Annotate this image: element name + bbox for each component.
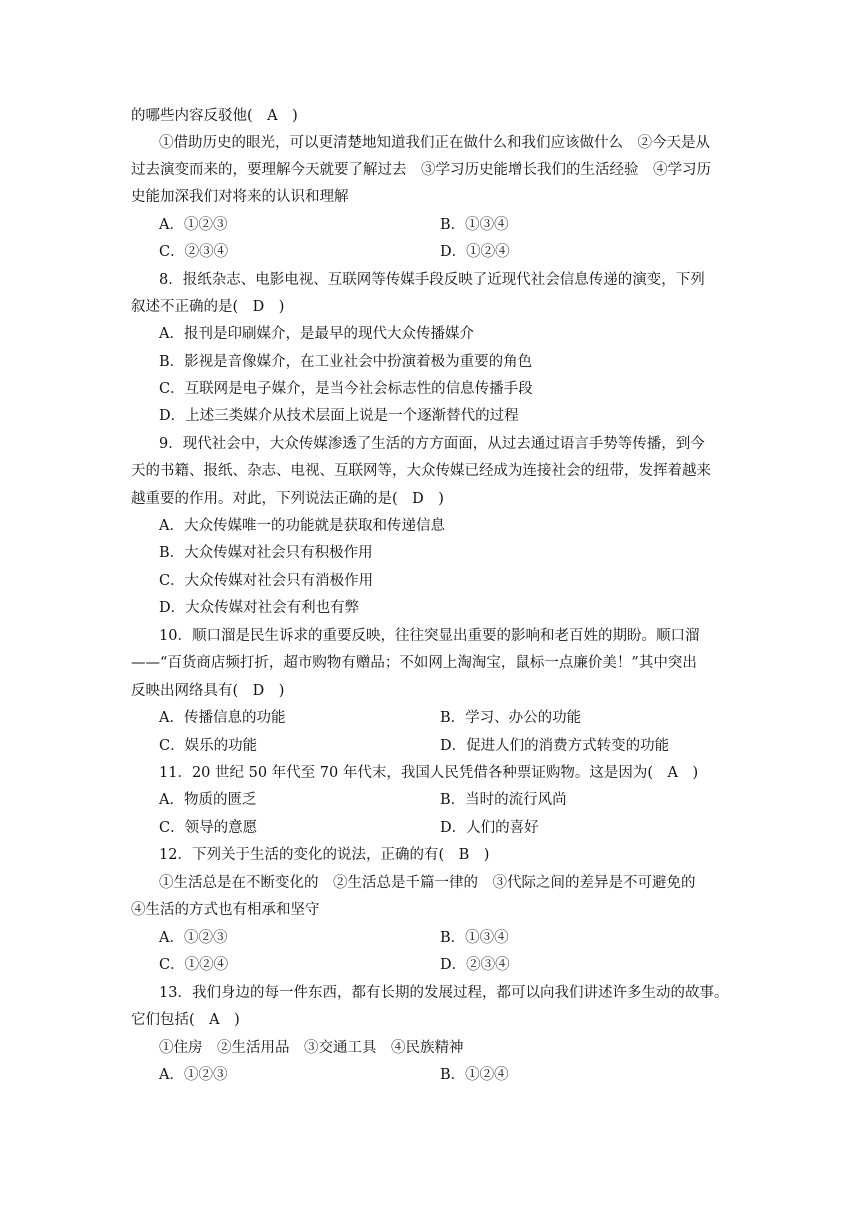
q11-option-a: A．物质的匮乏 <box>159 792 257 808</box>
q8-stem: 叙述不正确的是( D ) <box>131 299 285 315</box>
q13-stem: 它们包括( A ) <box>131 1012 240 1028</box>
q7-tail: 的哪些内容反驳他( A ) <box>131 108 298 124</box>
q12-option-a: A．①②③ <box>159 930 228 946</box>
q13-statement: ①住房 ②生活用品 ③交通工具 ④民族精神 <box>159 1040 464 1056</box>
q7-statement: 史能加深我们对将来的认识和理解 <box>131 189 349 205</box>
q13-option-a: A．①②③ <box>159 1067 228 1083</box>
q12-statement: ①生活总是在不断变化的 ②生活总是千篇一律的 ③代际之间的差异是不可避免的 <box>159 875 696 891</box>
q13-stem: 13．我们身边的每一件东西，都有长期的发展过程，都可以向我们讲述许多生动的故事。 <box>159 985 729 1001</box>
q9-option-a: A．大众传媒唯一的功能就是获取和传递信息 <box>159 518 445 534</box>
q7-option-a: A．①②③ <box>159 217 228 233</box>
q10-stem: ——“百货商店频打折，超市购物有赠品；不如网上淘淘宝，鼠标一点廉价美！”其中突出 <box>131 655 697 671</box>
q8-option-b: B．影视是音像媒介，在工业社会中扮演着极为重要的角色 <box>159 354 533 370</box>
q11-stem: 11．20 世纪 50 年代至 70 年代末，我国人民凭借各种票证购物。这是因为( A ) <box>159 765 699 781</box>
q12-option-c: C．①②④ <box>159 957 229 973</box>
q10-option-a: A．传播信息的功能 <box>159 710 286 726</box>
q13-option-b: B．①②④ <box>440 1067 509 1083</box>
q10-stem: 反映出网络具有( D ) <box>131 683 285 699</box>
q8-option-a: A．报刊是印刷媒介，是最早的现代大众传播媒介 <box>159 326 474 342</box>
q10-option-c: C．娱乐的功能 <box>159 738 258 754</box>
q11-option-c: C．领导的意愿 <box>159 820 258 836</box>
q9-stem: 天的书籍、报纸、杂志、电视、互联网等，大众传媒已经成为连接社会的纽带，发挥着越来 <box>131 463 711 479</box>
q11-option-d: D．人们的喜好 <box>440 820 539 836</box>
q12-option-d: D．②③④ <box>440 957 510 973</box>
q9-option-c: C．大众传媒对社会只有消极作用 <box>159 573 374 589</box>
q8-option-c: C．互联网是电子媒介，是当今社会标志性的信息传播手段 <box>159 381 533 397</box>
q7-option-c: C．②③④ <box>159 244 229 260</box>
q7-statement: 过去演变而来的，要理解今天就要了解过去 ③学习历史能增长我们的生活经验 ④学习历 <box>131 162 711 178</box>
q12-stem: 12．下列关于生活的变化的说法，正确的有( B ) <box>159 847 490 863</box>
q9-stem: 9．现代社会中，大众传媒渗透了生活的方方面面，从过去通过语言手势等传播，到今 <box>159 436 705 452</box>
q7-statement: ①借助历史的眼光，可以更清楚地知道我们正在做什么和我们应该做什么 ②今天是从 <box>159 135 710 151</box>
q9-stem: 越重要的作用。对此，下列说法正确的是( D ) <box>131 491 444 507</box>
q10-option-b: B．学习、办公的功能 <box>440 710 582 726</box>
q9-option-b: B．大众传媒对社会只有积极作用 <box>159 545 373 561</box>
q10-stem: 10．顺口溜是民生诉求的重要反映，往往突显出重要的影响和老百姓的期盼。顺口溜 <box>159 628 700 644</box>
q12-statement: ④生活的方式也有相承和坚守 <box>131 902 320 918</box>
q7-option-d: D．①②④ <box>440 244 510 260</box>
q9-option-d: D．大众传媒对社会有利也有弊 <box>159 600 360 616</box>
q11-option-b: B．当时的流行风尚 <box>440 792 567 808</box>
q8-option-d: D．上述三类媒介从技术层面上说是一个逐渐替代的过程 <box>159 408 519 424</box>
q8-stem: 8．报纸杂志、电影电视、互联网等传媒手段反映了近现代社会信息传递的演变，下列 <box>159 272 705 288</box>
q10-option-d: D．促进人们的消费方式转变的功能 <box>440 738 670 754</box>
q7-option-b: B．①③④ <box>440 217 509 233</box>
q12-option-b: B．①③④ <box>440 930 509 946</box>
